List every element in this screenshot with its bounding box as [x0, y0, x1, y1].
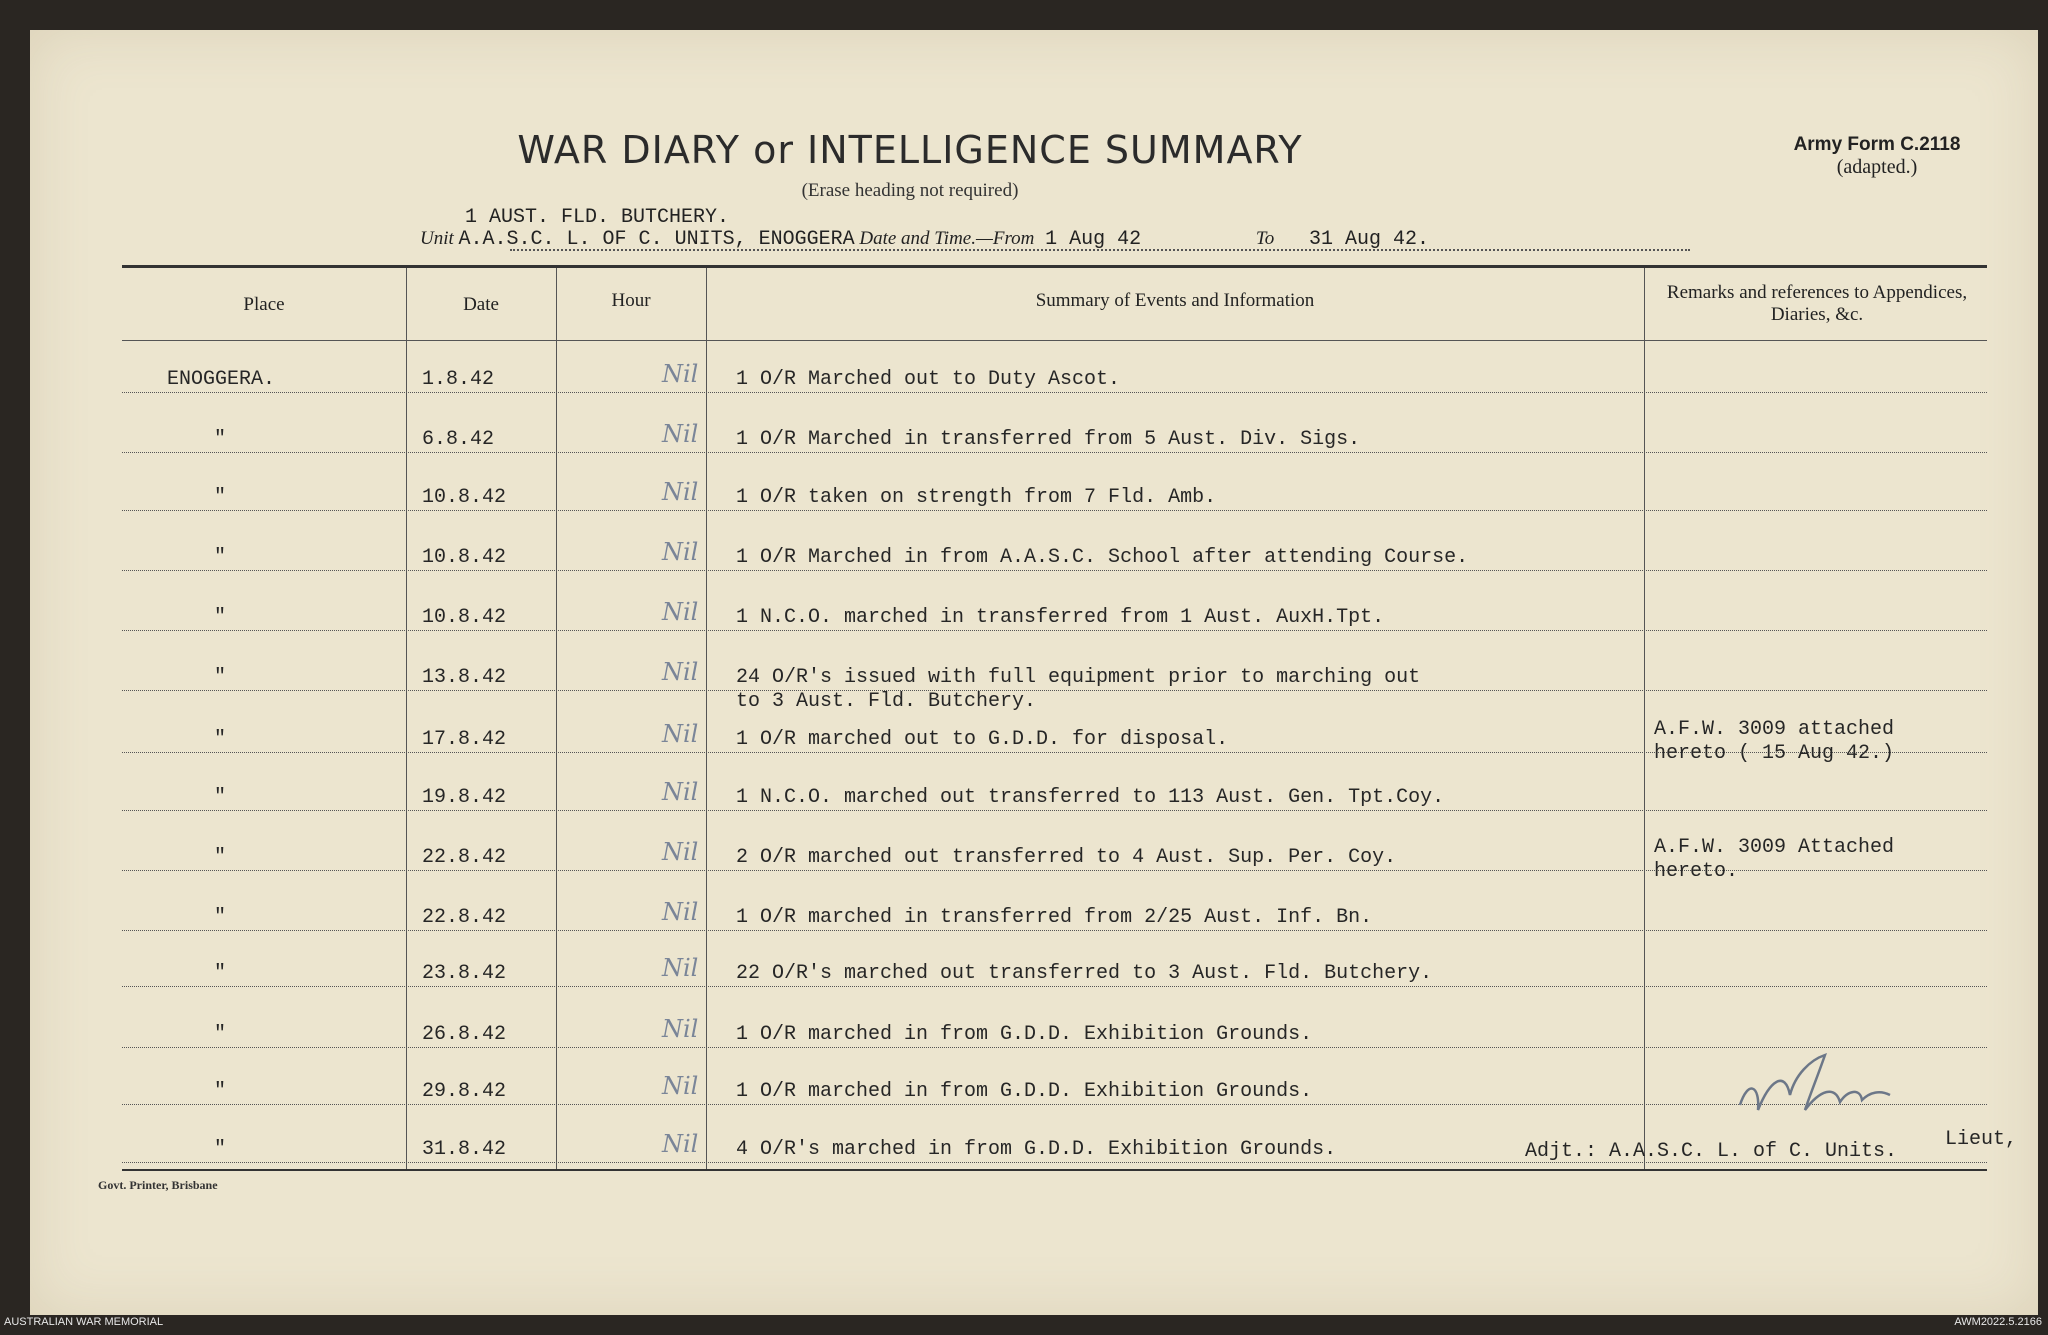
row-summary: 1 O/R marched in from G.D.D. Exhibition Grounds. [736, 1080, 1313, 1103]
row-place: " [214, 1023, 227, 1046]
row-summary: 2 O/R marched out transferred to 4 Aust. Sup. Per. Coy. [736, 846, 1397, 869]
header-remarks: Remarks and references to Appendices, Diaries, &c. [1666, 282, 1968, 325]
page-title: WAR DIARY or INTELLIGENCE SUMMARY [517, 128, 1303, 172]
row-hour: Nil [662, 420, 699, 448]
column-divider [556, 268, 557, 1169]
row-date: 23.8.42 [422, 962, 507, 985]
row-place: ENOGGERA. [167, 368, 276, 391]
row-summary: 22 O/R's marched out transferred to 3 Aust. Fld. Butchery. [736, 962, 1433, 985]
row-summary: 1 O/R marched in transferred from 2/25 Aust. Inf. Bn. [736, 906, 1373, 929]
unit-value: A.A.S.C. L. OF C. UNITS, ENOGGERA [458, 228, 855, 251]
row-summary: 4 O/R's marched in from G.D.D. Exhibition Grounds. [736, 1138, 1337, 1161]
row-date: 10.8.42 [422, 486, 507, 509]
row-summary: 1 N.C.O. marched out transferred to 113 Aust. Gen. Tpt.Coy. [736, 786, 1445, 809]
date-label: Date and Time.—From [859, 228, 1035, 249]
row-place: " [214, 1138, 227, 1161]
row-hour: Nil [662, 598, 699, 626]
heading-note: (Erase heading not required) [801, 180, 1019, 201]
header-date: Date [463, 294, 499, 315]
header-summary: Summary of Events and Information [1035, 290, 1315, 311]
date-from: 1 Aug 42 [1045, 228, 1142, 251]
row-hour: Nil [662, 1015, 699, 1043]
header-hour: Hour [611, 290, 651, 311]
army-form-label [1752, 134, 2002, 179]
row-hour: Nil [662, 954, 699, 982]
row-date: 17.8.42 [422, 728, 507, 751]
row-hour: Nil [662, 1072, 699, 1100]
date-to: 31 Aug 42. [1309, 228, 1430, 251]
row-hour: Nil [662, 838, 699, 866]
footer-left: AUSTRALIAN WAR MEMORIAL [4, 1316, 164, 1328]
row-date: 6.8.42 [422, 428, 495, 451]
row-summary: 1 O/R Marched in transferred from 5 Aust. Div. Sigs. [736, 428, 1361, 451]
unit-date-line [420, 228, 1429, 251]
row-place: " [214, 428, 227, 451]
unit-name: 1 AUST. FLD. BUTCHERY. [465, 206, 730, 229]
row-rule [122, 452, 1987, 454]
row-rule [122, 930, 1987, 932]
header-place: Place [243, 294, 285, 315]
row-hour: Nil [662, 360, 699, 388]
row-date: 13.8.42 [422, 666, 507, 689]
row-rule [122, 1104, 1987, 1106]
column-divider [406, 268, 407, 1169]
row-rule [122, 510, 1987, 512]
row-hour: Nil [662, 1130, 699, 1158]
row-date: 19.8.42 [422, 786, 507, 809]
row-date: 29.8.42 [422, 1080, 507, 1103]
row-place: " [214, 846, 227, 869]
row-summary: 1 O/R taken on strength from 7 Fld. Amb. [736, 486, 1217, 509]
row-summary-continued: to 3 Aust. Fld. Butchery. [736, 690, 1037, 713]
signature-icon [1730, 1040, 1900, 1130]
row-date: 10.8.42 [422, 546, 507, 569]
army-form-number: Army Form C.2118 [1793, 134, 1961, 155]
signature-rank: Lieut, [1945, 1128, 2018, 1151]
row-date: 22.8.42 [422, 846, 507, 869]
row-place: " [214, 1080, 227, 1103]
row-rule [122, 630, 1987, 632]
row-rule [122, 392, 1987, 394]
signature-appointment: Adjt.: A.A.S.C. L. of C. Units. [1525, 1140, 1898, 1163]
row-hour: Nil [662, 658, 699, 686]
diary-page [30, 30, 2038, 1315]
row-remarks: A.F.W. 3009 Attached hereto. [1654, 836, 1895, 883]
diary-table [122, 265, 1987, 1171]
row-place: " [214, 962, 227, 985]
header-divider [122, 340, 1987, 341]
row-hour: Nil [662, 898, 699, 926]
row-hour: Nil [662, 720, 699, 748]
row-rule [122, 570, 1987, 572]
row-summary: 1 O/R Marched in from A.A.S.C. School after attending Course. [736, 546, 1469, 569]
row-hour: Nil [662, 538, 699, 566]
row-summary: 1 O/R marched in from G.D.D. Exhibition Grounds. [736, 1023, 1313, 1046]
column-divider [1644, 268, 1645, 1169]
row-hour: Nil [662, 478, 699, 506]
footer-right: AWM2022.5.2166 [1954, 1316, 2042, 1328]
row-date: 1.8.42 [422, 368, 495, 391]
to-label: To [1255, 228, 1275, 249]
column-divider [706, 268, 707, 1169]
row-summary: 1 O/R marched out to G.D.D. for disposal. [736, 728, 1229, 751]
row-date: 10.8.42 [422, 606, 507, 629]
row-rule [122, 690, 1987, 692]
printer-imprint: Govt. Printer, Brisbane [98, 1178, 218, 1192]
row-date: 22.8.42 [422, 906, 507, 929]
unit-label: Unit [420, 228, 454, 249]
row-rule [122, 1047, 1987, 1049]
row-place: " [214, 728, 227, 751]
row-date: 31.8.42 [422, 1138, 507, 1161]
army-form-note: (adapted.) [1836, 156, 1918, 178]
row-place: " [214, 906, 227, 929]
row-place: " [214, 486, 227, 509]
row-summary: 1 O/R Marched out to Duty Ascot. [736, 368, 1121, 391]
row-place: " [214, 786, 227, 809]
row-date: 26.8.42 [422, 1023, 507, 1046]
row-remarks: A.F.W. 3009 attached hereto ( 15 Aug 42.) [1654, 718, 1895, 765]
row-summary: 24 O/R's issued with full equipment prior to marching out [736, 666, 1421, 689]
row-rule [122, 986, 1987, 988]
row-hour: Nil [662, 778, 699, 806]
unit-dotted-line [510, 249, 1690, 251]
row-place: " [214, 666, 227, 689]
row-place: " [214, 546, 227, 569]
row-summary: 1 N.C.O. marched in transferred from 1 Aust. AuxH.Tpt. [736, 606, 1385, 629]
row-place: " [214, 606, 227, 629]
row-rule [122, 810, 1987, 812]
